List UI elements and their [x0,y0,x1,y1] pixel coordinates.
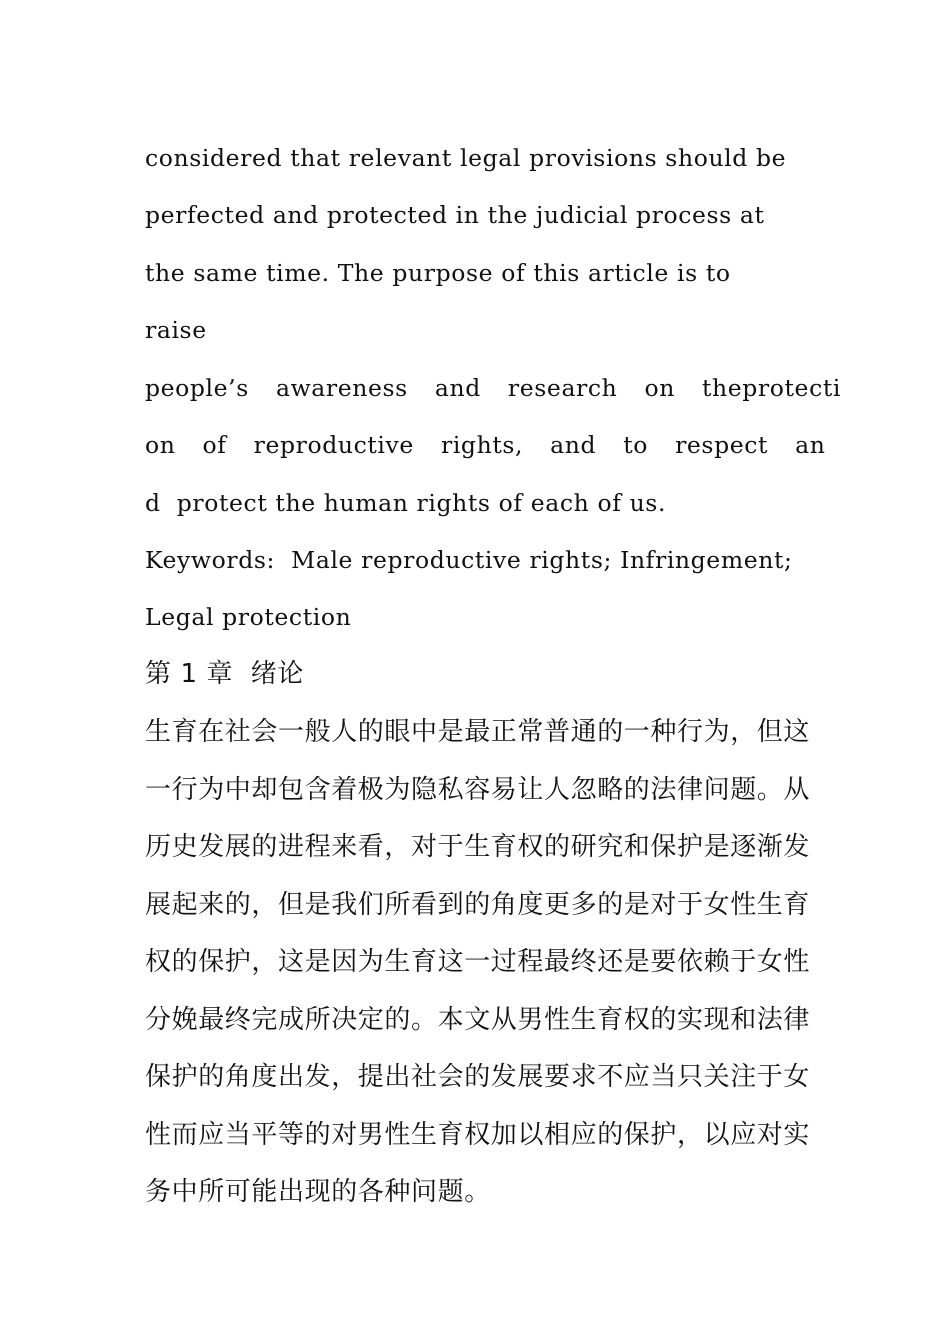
abstract-line-5: people’s awareness and research on theprotecti [145,374,841,402]
body-line-8: 性而应当平等的对男性生育权加以相应的保护，以应对实 [145,1120,811,1150]
body-line-2: 一行为中却包含着极为隐私容易让人忽略的法律问题。从 [145,775,811,805]
abstract-line-6: on of reproductive rights, and to respect an [145,431,826,459]
chapter-heading: 第 1 章 绪论 [145,659,305,689]
abstract-line-3: the same time. The purpose of this article is to [145,259,731,287]
body-line-3: 历史发展的进程来看，对于生育权的研究和保护是逐渐发 [145,832,811,862]
abstract-line-7: d protect the human rights of each of us. [145,489,667,517]
abstract-line-4: raise [145,316,207,344]
body-line-4: 展起来的，但是我们所看到的角度更多的是对于女性生育 [145,890,811,920]
abstract-line-2: perfected and protected in the judicial process at [145,201,765,229]
keywords-line-1: Keywords: Male reproductive rights; Infringement; [145,546,793,574]
body-line-7: 保护的角度出发，提出社会的发展要求不应当只关注于女 [145,1062,811,1092]
body-line-1: 生育在社会一般人的眼中是最正常普通的一种行为，但这 [145,717,811,747]
body-line-9: 务中所可能出现的各种问题。 [145,1177,491,1207]
keywords-line-2: Legal protection [145,603,352,631]
abstract-line-1: considered that relevant legal provisions should be [145,144,787,172]
body-line-6: 分娩最终完成所决定的。本文从男性生育权的实现和法律 [145,1005,811,1035]
body-line-5: 权的保护，这是因为生育这一过程最终还是要依赖于女性 [145,947,811,977]
